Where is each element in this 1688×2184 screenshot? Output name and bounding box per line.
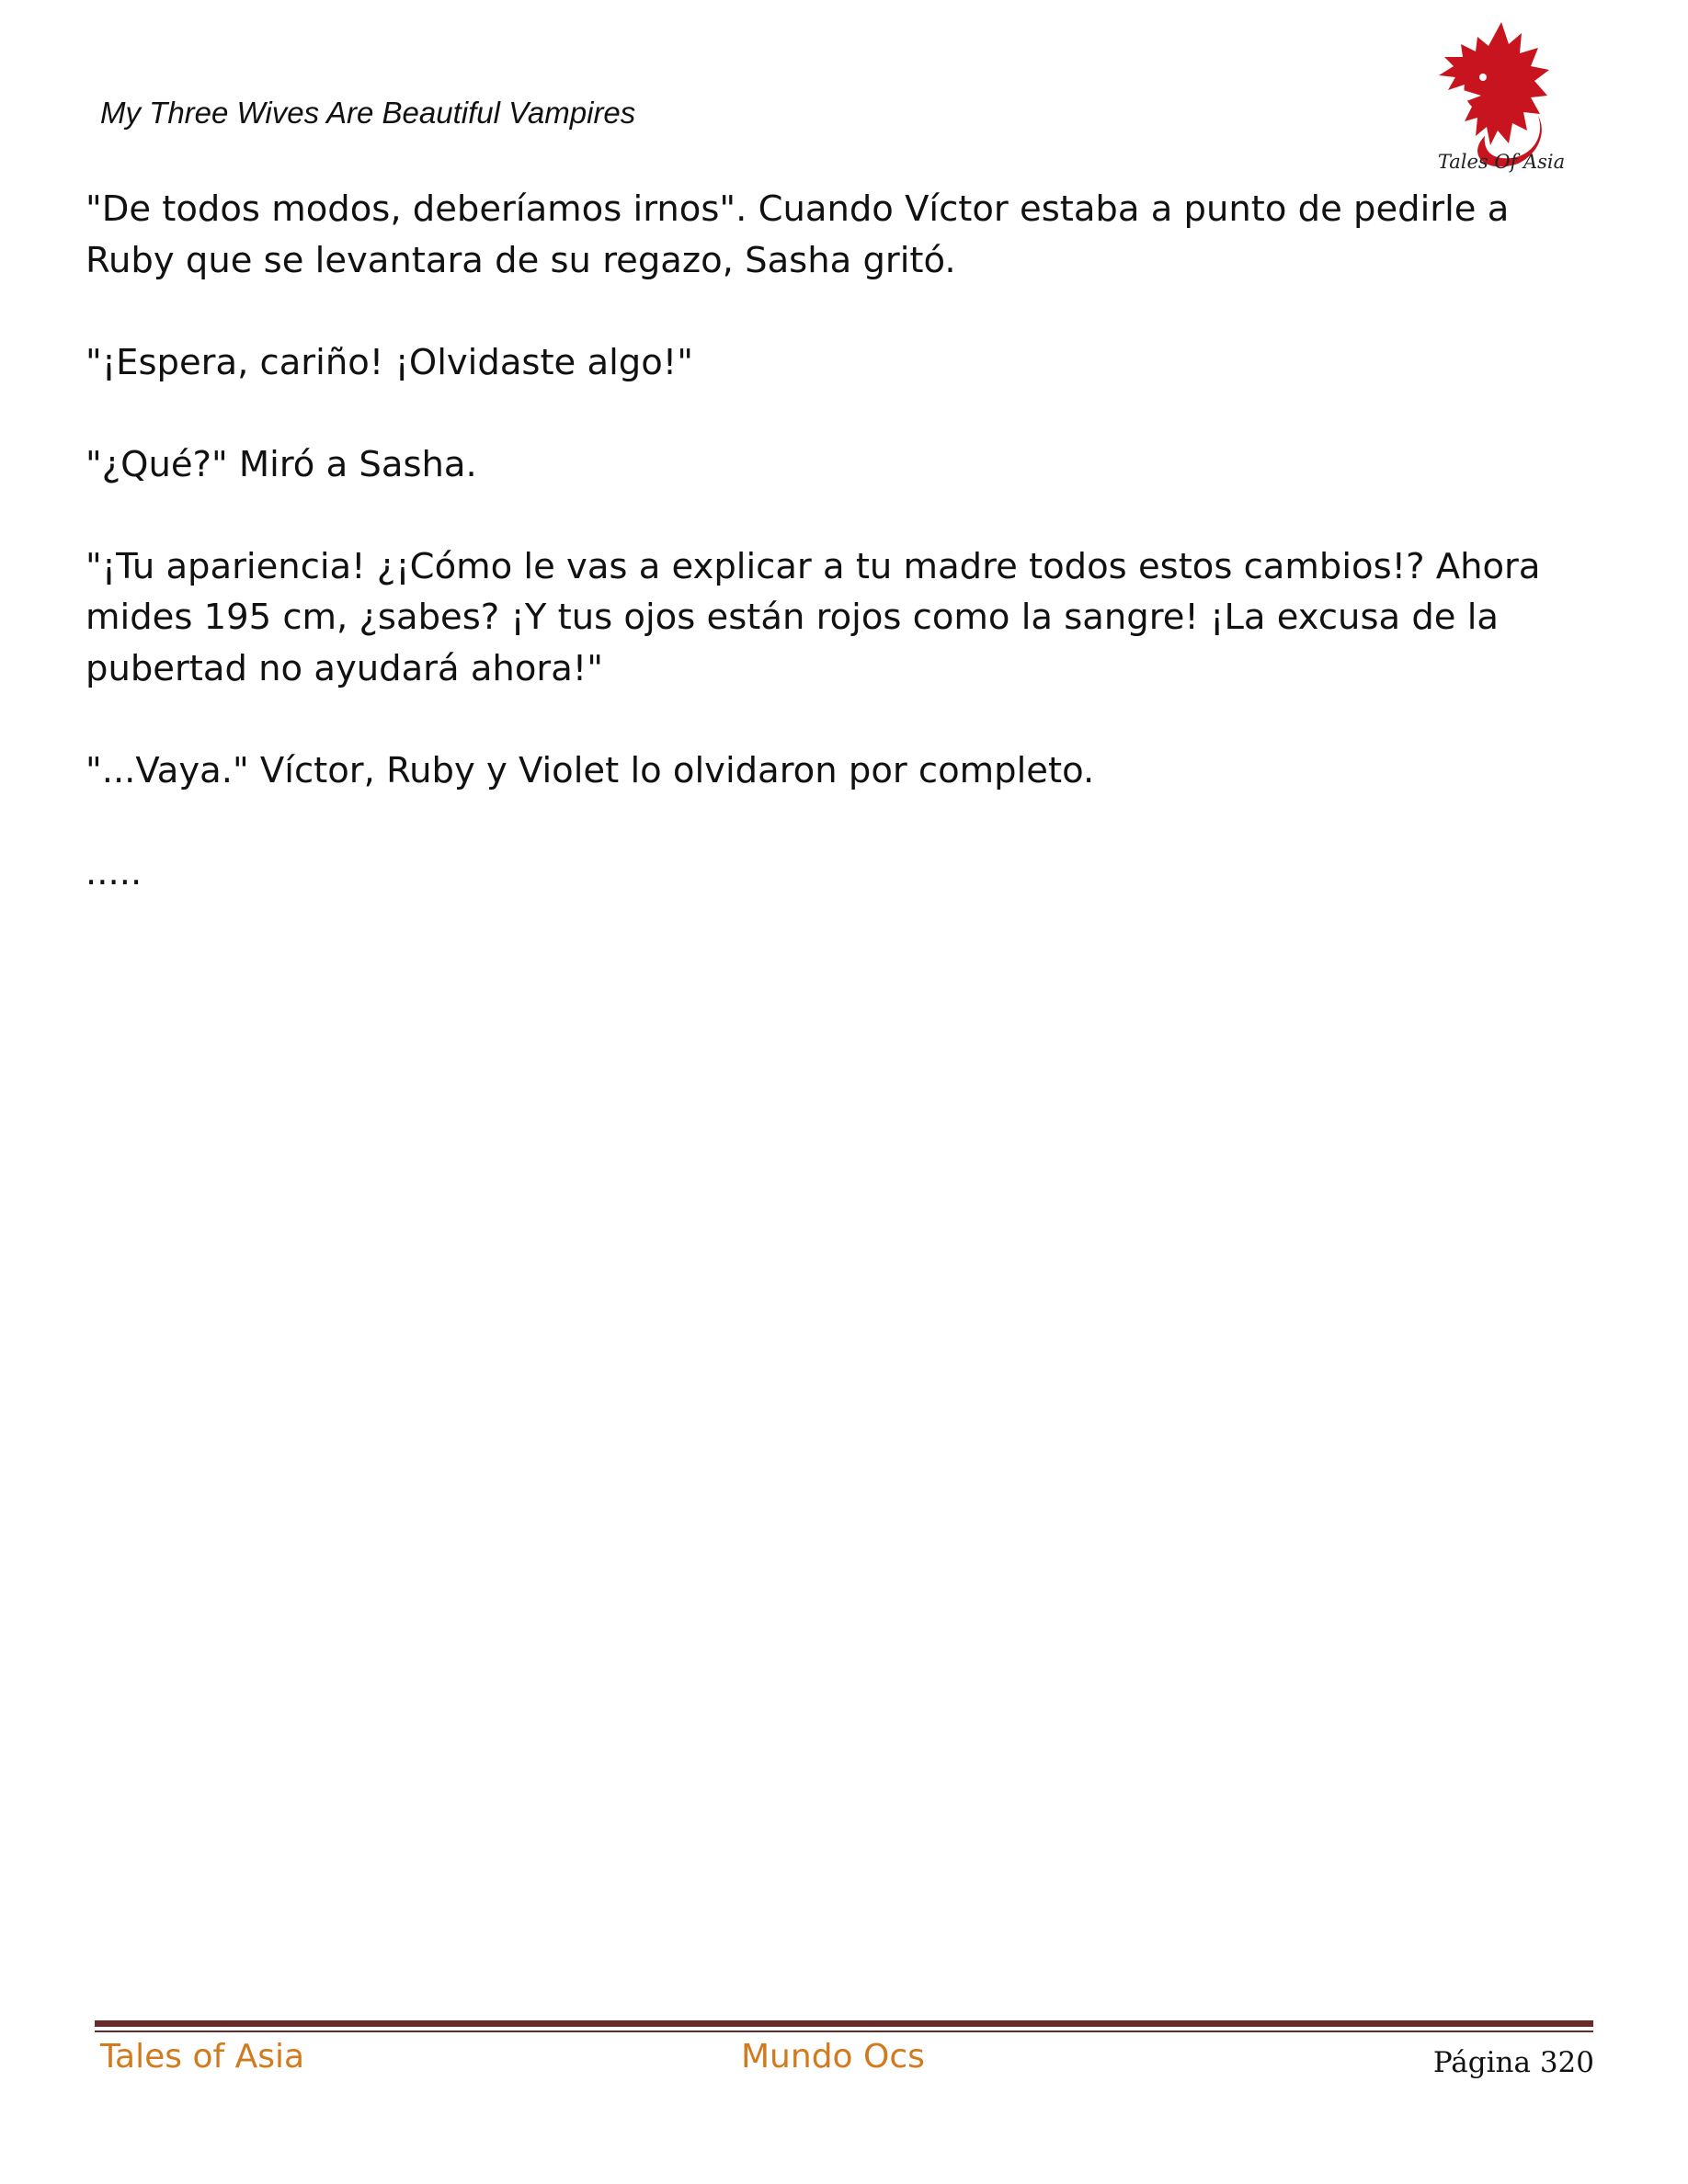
paragraph: "¡Espera, cariño! ¡Olvidaste algo!" xyxy=(86,341,693,383)
paragraph: "...Vaya." Víctor, Ruby y Violet lo olvidaron por completo. xyxy=(86,749,1095,791)
footer-site-name: Tales of Asia xyxy=(100,2038,305,2076)
paragraph: "¡Tu apariencia! ¿¡Cómo le vas a explicar a tu madre todos estos cambios!? Ahora mides 195 cm, ¿sabes? ¡Y tus ojos están rojos como la sangre! ¡La excusa de la pubertad no ayudará ahora!" xyxy=(86,545,1541,689)
footer-section-name: Mundo Ocs xyxy=(741,2038,925,2076)
footer-divider-thin xyxy=(95,2030,1593,2032)
body-text xyxy=(86,184,1602,950)
header-book-title: My Three Wives Are Beautiful Vampires xyxy=(100,96,636,130)
paragraph: "De todos modos, deberíamos irnos". Cuando Víctor estaba a punto de pedirle a Ruby que se levantara de su regazo, Sasha gritó. xyxy=(86,188,1510,281)
paragraph: ..... xyxy=(86,851,143,893)
paragraph: "¿Qué?" Miró a Sasha. xyxy=(86,443,477,485)
page-number: Página 320 xyxy=(1432,2046,1594,2079)
footer-divider xyxy=(95,2020,1593,2027)
logo-text: Tales Of Asia xyxy=(1437,151,1566,173)
